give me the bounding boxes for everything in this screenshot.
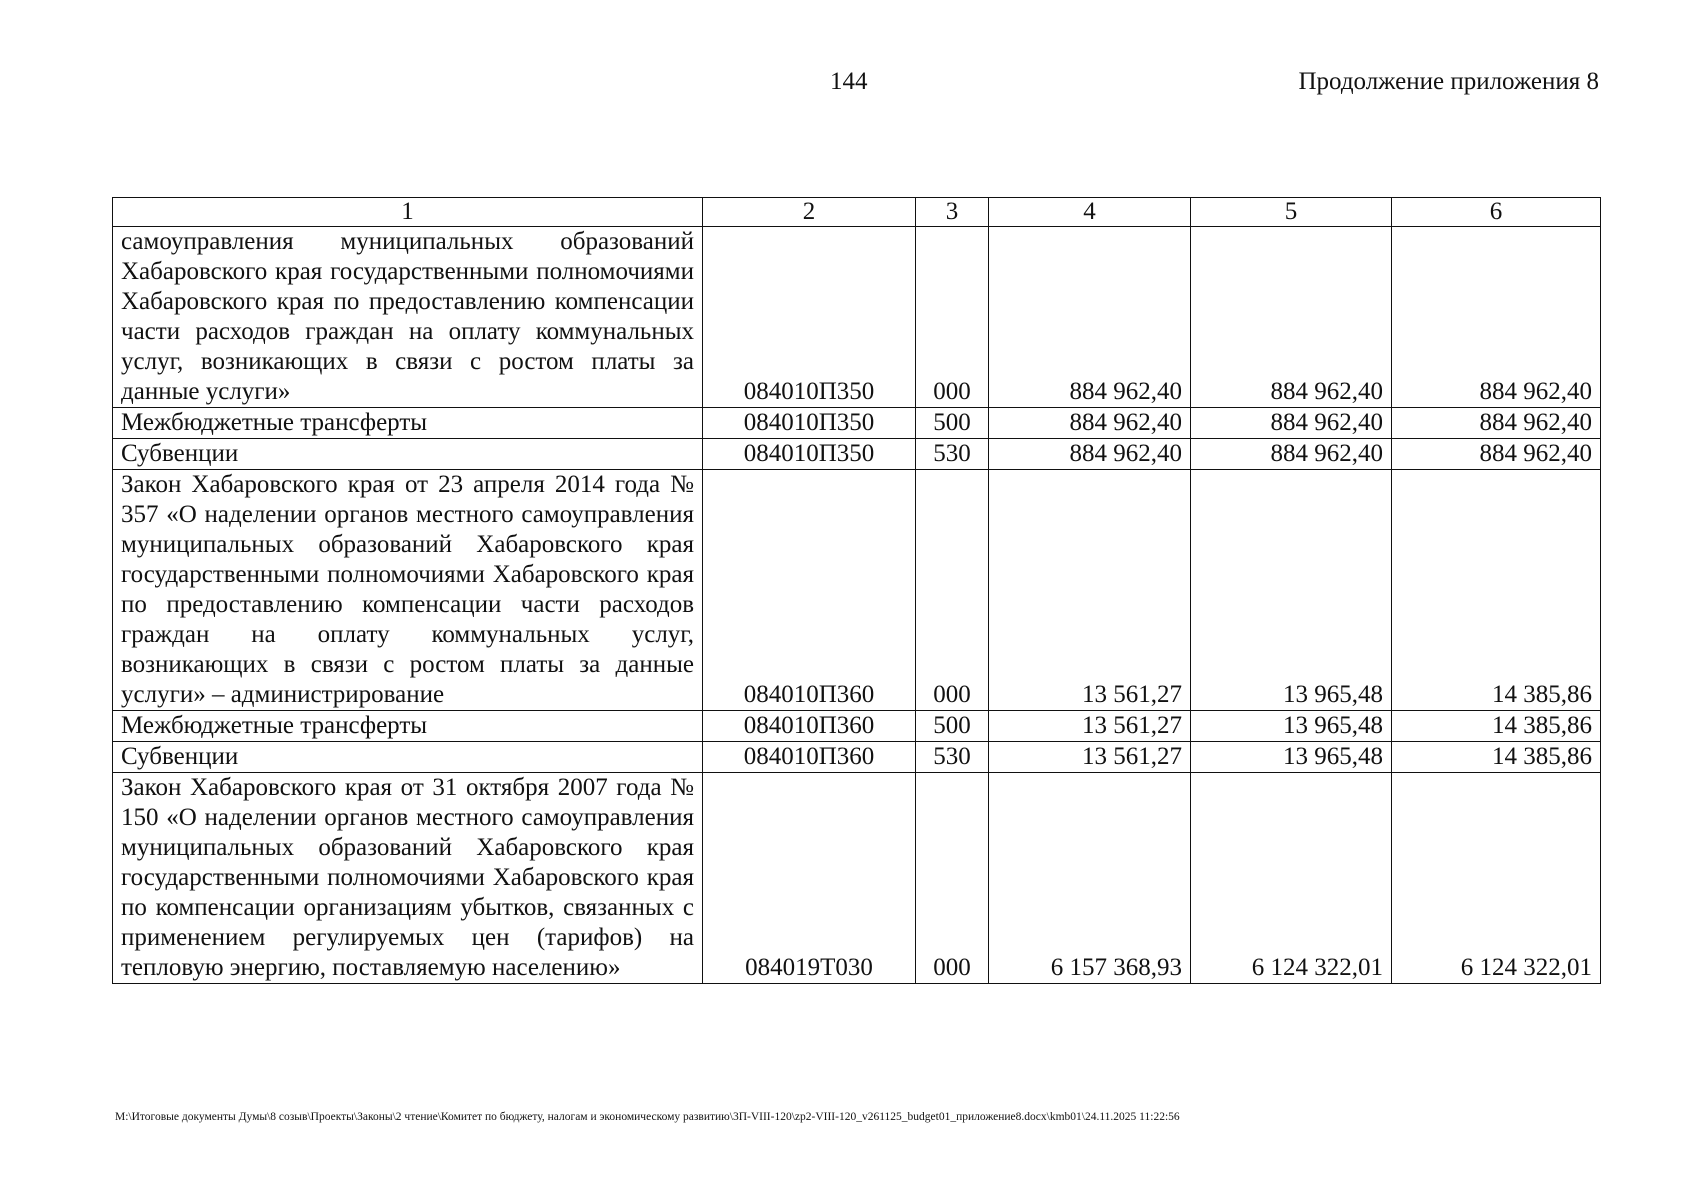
row-amount-col6: 6 124 322,01 bbox=[1392, 773, 1601, 984]
row-amount-col6: 14 385,86 bbox=[1392, 742, 1601, 773]
column-header: 3 bbox=[916, 198, 989, 227]
row-description: Субвенции bbox=[113, 439, 703, 470]
row-amount-col5: 884 962,40 bbox=[1191, 408, 1392, 439]
appendix-continuation-note: Продолжение приложения 8 bbox=[1298, 68, 1599, 95]
footer-file-path: M:\Итоговые документы Думы\8 созыв\Проекты\Законы\2 чтение\Комитет по бюджету, налогам и экономическому развитию\3П-VIII-120\zp2-VIII-120_v261125_budget01_приложение8.docx\kmb01\24.11.2025 11:22:56 bbox=[115, 1111, 1180, 1123]
column-header: 1 bbox=[113, 198, 703, 227]
row-target-code: 084019Т030 bbox=[703, 773, 916, 984]
column-header: 2 bbox=[703, 198, 916, 227]
row-amount-col4: 884 962,40 bbox=[989, 408, 1191, 439]
row-target-code: 084010П350 bbox=[703, 439, 916, 470]
row-amount-col4: 884 962,40 bbox=[989, 439, 1191, 470]
row-amount-col6: 14 385,86 bbox=[1392, 711, 1601, 742]
row-description: Закон Хабаровского края от 31 октября 2007 года № 150 «О наделении органов местного самоуправления муниципальных образований Хабаровского края государственными полномочиями Хабаровского края по компенсации организациям убытков, связанных с применением регулируемых цен (тарифов) на тепловую энергию, поставляемую населению» bbox=[113, 773, 703, 984]
row-description: Субвенции bbox=[113, 742, 703, 773]
row-amount-col4: 13 561,27 bbox=[989, 470, 1191, 711]
table-row bbox=[113, 773, 1601, 984]
budget-table bbox=[112, 197, 1601, 984]
table-header-row bbox=[113, 198, 1601, 227]
table-row bbox=[113, 227, 1601, 408]
row-target-code: 084010П360 bbox=[703, 742, 916, 773]
row-expense-type: 000 bbox=[916, 227, 989, 408]
row-amount-col6: 884 962,40 bbox=[1392, 439, 1601, 470]
row-target-code: 084010П360 bbox=[703, 711, 916, 742]
table-row bbox=[113, 408, 1601, 439]
row-expense-type: 000 bbox=[916, 470, 989, 711]
row-description: Межбюджетные трансферты bbox=[113, 711, 703, 742]
row-target-code: 084010П350 bbox=[703, 227, 916, 408]
row-target-code: 084010П350 bbox=[703, 408, 916, 439]
row-amount-col4: 6 157 368,93 bbox=[989, 773, 1191, 984]
table-row bbox=[113, 711, 1601, 742]
row-expense-type: 530 bbox=[916, 439, 989, 470]
row-target-code: 084010П360 bbox=[703, 470, 916, 711]
row-amount-col5: 884 962,40 bbox=[1191, 439, 1392, 470]
row-amount-col6: 884 962,40 bbox=[1392, 408, 1601, 439]
column-header: 6 bbox=[1392, 198, 1601, 227]
row-description: самоуправления муниципальных образований Хабаровского края государственными полномочиями Хабаровского края по предоставлению компенсации части расходов граждан на оплату коммунальных услуг, возникающих в связи с ростом платы за данные услуги» bbox=[113, 227, 703, 408]
row-description: Закон Хабаровского края от 23 апреля 2014 года № 357 «О наделении органов местного самоуправления муниципальных образований Хабаровского края государственными полномочиями Хабаровского края по предоставлению компенсации части расходов граждан на оплату коммунальных услуг, возникающих в связи с ростом платы за данные услуги» – администрирование bbox=[113, 470, 703, 711]
page-number: 144 bbox=[830, 68, 868, 95]
row-amount-col5: 13 965,48 bbox=[1191, 470, 1392, 711]
row-expense-type: 530 bbox=[916, 742, 989, 773]
row-expense-type: 500 bbox=[916, 408, 989, 439]
row-expense-type: 500 bbox=[916, 711, 989, 742]
row-amount-col5: 13 965,48 bbox=[1191, 711, 1392, 742]
row-amount-col5: 884 962,40 bbox=[1191, 227, 1392, 408]
row-description: Межбюджетные трансферты bbox=[113, 408, 703, 439]
column-header: 4 bbox=[989, 198, 1191, 227]
row-amount-col6: 14 385,86 bbox=[1392, 470, 1601, 711]
column-header: 5 bbox=[1191, 198, 1392, 227]
table-row bbox=[113, 470, 1601, 711]
table-row bbox=[113, 439, 1601, 470]
row-amount-col5: 13 965,48 bbox=[1191, 742, 1392, 773]
row-amount-col4: 13 561,27 bbox=[989, 742, 1191, 773]
row-amount-col4: 13 561,27 bbox=[989, 711, 1191, 742]
table-row bbox=[113, 742, 1601, 773]
row-amount-col6: 884 962,40 bbox=[1392, 227, 1601, 408]
row-amount-col4: 884 962,40 bbox=[989, 227, 1191, 408]
row-expense-type: 000 bbox=[916, 773, 989, 984]
row-amount-col5: 6 124 322,01 bbox=[1191, 773, 1392, 984]
